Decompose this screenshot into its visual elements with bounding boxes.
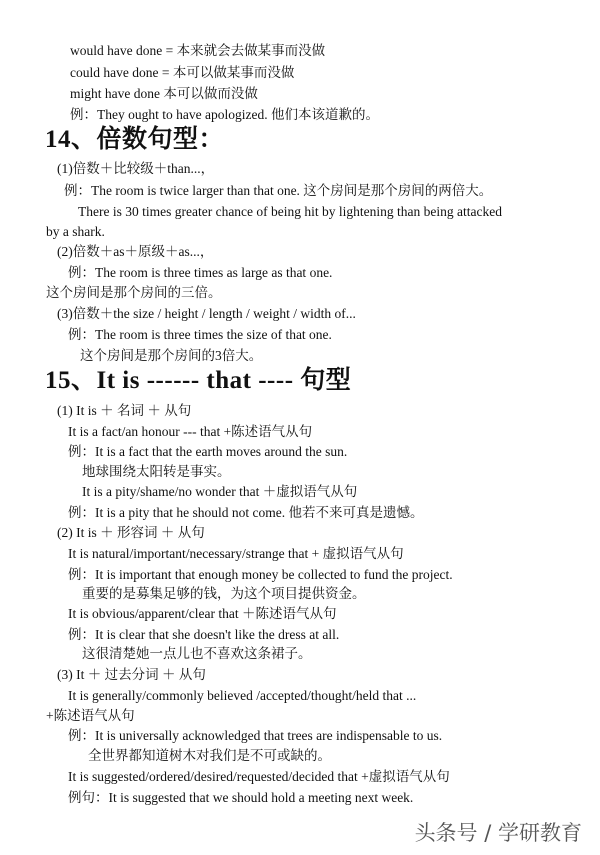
section14-line-5: (2)倍数＋as＋原级＋as...， bbox=[57, 244, 214, 259]
section15-line-6: 例：It is a pity that he should not come. 他若不来可真是遗憾。 bbox=[68, 505, 424, 520]
intro-example: 例：They ought to have apologized. 他们本该道歉的。 bbox=[70, 107, 379, 122]
section15-line-19: It is suggested/ordered/desired/requested/decided that +虚拟语气从句 bbox=[68, 769, 450, 784]
section15-line-8: It is natural/important/necessary/strange that + 虚拟语气从句 bbox=[68, 546, 404, 561]
section15-line-12: 例：It is clear that she doesn't like the dress at all. bbox=[68, 627, 340, 642]
section15-line-7: (2) It is ＋ 形容词 ＋ 从句 bbox=[57, 525, 205, 540]
intro-line-could-have-done: could have done = 本可以做某事而没做 bbox=[70, 65, 295, 80]
section14-line-4: by a shark. bbox=[46, 224, 105, 239]
section15-line-4: 地球围绕太阳转是事实。 bbox=[82, 464, 231, 479]
section14-line-9: 例：The room is three times the size of that one. bbox=[68, 327, 332, 342]
section15-heading: 15、It is ------ that ---- 句型 bbox=[45, 367, 352, 394]
section15-line-10: 重要的是募集足够的钱，为这个项目提供资金。 bbox=[82, 586, 366, 601]
section14-line-6: 例：The room is three times as large as that one. bbox=[68, 265, 333, 280]
section14-line-7: 这个房间是那个房间的三倍。 bbox=[46, 285, 222, 300]
intro-line-would-have-done: would have done = 本来就会去做某事而没做 bbox=[70, 43, 326, 58]
section15-line-13: 这很清楚她一点儿也不喜欢这条裙子。 bbox=[82, 646, 312, 661]
watermark-text: 头条号 / 学研教育 bbox=[414, 821, 582, 845]
section14-line-10: 这个房间是那个房间的3倍大。 bbox=[80, 348, 263, 363]
section15-line-16: +陈述语气从句 bbox=[46, 708, 135, 723]
section15-line-3: 例：It is a fact that the earth moves around the sun. bbox=[68, 444, 348, 459]
section14-line-1: (1)倍数＋比较级＋than...， bbox=[57, 161, 215, 176]
section14-line-8: (3)倍数＋the size / height / length / weight / width of... bbox=[57, 306, 356, 321]
section15-line-2: It is a fact/an honour --- that +陈述语气从句 bbox=[68, 424, 313, 439]
section15-line-18: 全世界都知道树木对我们是不可或缺的。 bbox=[88, 748, 331, 763]
section15-line-20: 例句：It is suggested that we should hold a meeting next week. bbox=[68, 790, 414, 805]
section14-heading: 14、倍数句型： bbox=[45, 126, 225, 153]
section15-line-1: (1) It is ＋ 名词 ＋ 从句 bbox=[57, 403, 192, 418]
section15-line-11: It is obvious/apparent/clear that ＋陈述语气从句 bbox=[68, 606, 337, 621]
section14-line-3: There is 30 times greater chance of being hit by lightening than being attacked bbox=[78, 204, 502, 219]
section15-line-17: 例：It is universally acknowledged that trees are indispensable to us. bbox=[68, 728, 443, 743]
section15-line-15: It is generally/commonly believed /accepted/thought/held that ... bbox=[68, 688, 417, 703]
section15-line-9: 例：It is important that enough money be collected to fund the project. bbox=[68, 567, 453, 582]
section15-line-14: (3) It ＋ 过去分词 ＋ 从句 bbox=[57, 667, 206, 682]
intro-line-might-have-done: might have done 本可以做而没做 bbox=[70, 86, 258, 101]
section15-line-5: It is a pity/shame/no wonder that ＋虚拟语气从句 bbox=[82, 484, 358, 499]
section14-line-2: 例：The room is twice larger than that one. 这个房间是那个房间的两倍大。 bbox=[64, 183, 493, 198]
